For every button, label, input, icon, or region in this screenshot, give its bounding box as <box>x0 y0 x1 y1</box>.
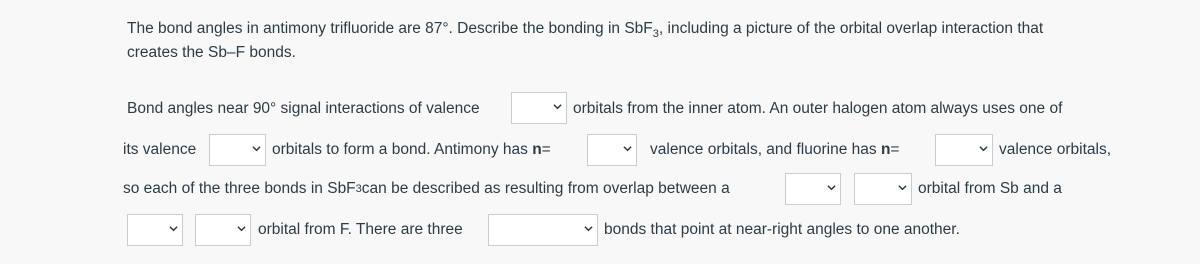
row3-text-c-wrap <box>918 171 1062 207</box>
dropdown-3[interactable] <box>587 134 637 166</box>
chevron-down-icon <box>827 183 836 192</box>
chevron-down-icon <box>979 144 988 153</box>
dropdown-6[interactable] <box>854 173 912 205</box>
row4-text-b-wrap <box>604 212 960 248</box>
chevron-down-icon <box>252 144 261 153</box>
row2-text-b: orbitals to form a bond. Antimony has <box>272 141 528 158</box>
fill-in-row-1 <box>127 91 480 127</box>
chevron-down-icon <box>553 102 562 111</box>
question-text <box>127 17 1167 65</box>
row1-text-b: orbitals from the inner atom. An outer halogen atom always uses one of <box>573 100 1063 117</box>
dropdown-2[interactable] <box>209 134 266 166</box>
dropdown-4[interactable] <box>935 134 993 166</box>
question-line-1b: , including a picture of the orbital overlap interaction that <box>658 20 1044 37</box>
chevron-down-icon <box>237 224 246 233</box>
question-line-1: The bond angles in antimony trifluoride are 87°. Describe the bonding in SbF <box>127 20 653 37</box>
row1-text-b-wrap <box>573 91 1062 127</box>
row2-text-a: its valence <box>123 141 197 158</box>
subscript: 3 <box>652 28 659 41</box>
dropdown-5[interactable] <box>785 173 841 205</box>
row3-text-b: can be described as resulting from overlap between a <box>361 180 730 197</box>
row3-text-a: so each of the three bonds in SbF <box>123 180 356 197</box>
dropdown-1[interactable] <box>511 92 567 124</box>
row2-text-c-wrap <box>650 132 899 168</box>
equals-sign: = <box>541 141 551 158</box>
chevron-down-icon <box>584 224 593 233</box>
fill-in-row-4 <box>258 212 463 248</box>
chevron-down-icon <box>898 183 907 192</box>
equals-sign: = <box>890 141 900 158</box>
row1-text-a: Bond angles near 90° signal interactions of valence <box>127 100 480 117</box>
row2-text-d: valence orbitals, <box>999 141 1112 158</box>
fill-in-row-2 <box>123 132 196 168</box>
row2-text-d-wrap <box>999 132 1111 168</box>
row4-text-b: bonds that point at near-right angles to one another. <box>604 221 960 238</box>
row2-text-c: valence orbitals, and fluorine has <box>650 141 877 158</box>
chevron-down-icon <box>623 144 632 153</box>
row2-text-b-wrap <box>272 132 551 168</box>
n-symbol: n <box>532 141 542 158</box>
n-symbol: n <box>880 141 891 158</box>
dropdown-7[interactable] <box>127 214 183 246</box>
fill-in-row-3: so each of the three bonds in SbF 3 can be described as resulting from overlap between a <box>123 180 730 197</box>
row3-text-c: orbital from Sb and a <box>918 180 1062 197</box>
chevron-down-icon <box>169 224 178 233</box>
dropdown-9[interactable] <box>488 214 598 246</box>
dropdown-8[interactable] <box>195 214 251 246</box>
question-line-2: creates the Sb–F bonds. <box>127 44 296 61</box>
row4-text-a: orbital from F. There are three <box>258 221 463 238</box>
